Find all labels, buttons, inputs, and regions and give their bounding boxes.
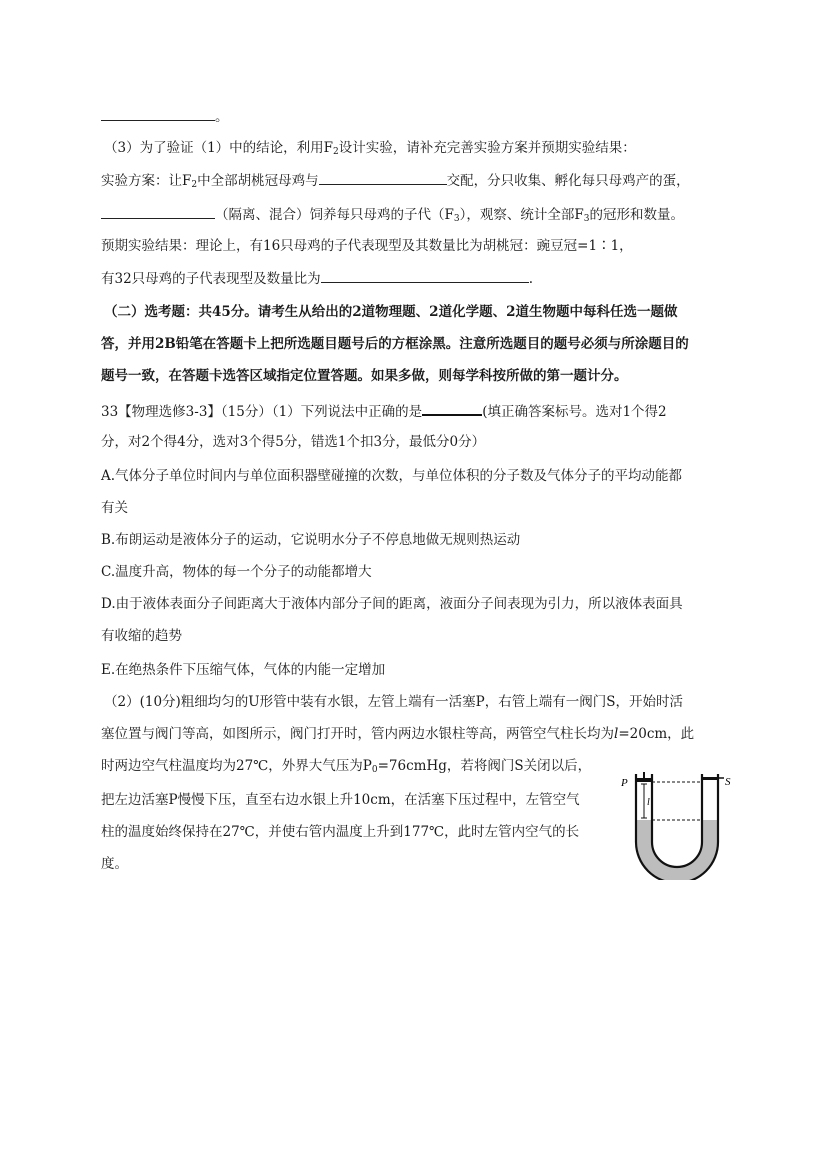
valve-s [703, 777, 717, 780]
section-heading-line-1: （二）选考题：共45分。请考生从给出的2道物理题、2道化学题、2道生物题中每科任选一题做 [104, 304, 678, 320]
option-d-line-2: 有收缩的趋势 [101, 628, 182, 644]
piston-p [637, 778, 651, 782]
section-heading-line-2: 答，并用2B铅笔在答题卡上把所选题目题号后的方框涂黑。注意所选题目的题号必须与所涂题目的 [101, 336, 689, 352]
answer-blank [422, 400, 482, 416]
question-33-2-line-4: 把左边活塞P慢慢下压，直至右边水银上升10cm，在活塞下压过程中，左管空气 [101, 792, 580, 808]
label-s: S [725, 776, 731, 788]
label-p: P [621, 777, 628, 789]
question-33-title: 33【物理选修3-3】（15分）（1）下列说法中正确的是 (填正确答案标号。选对1个得2 [101, 400, 741, 422]
answer-blank [319, 170, 447, 185]
option-b: B.布朗运动是液体分子的运动，它说明水分子不停息地做无规则热运动 [101, 532, 521, 548]
question-33-2-line-2: 塞位置与阀门等高，如图所示，阀门打开时，管内两边水银柱等高，两管空气柱长均为l=20cm，此 [101, 726, 695, 742]
question-3-title: （3）为了验证（1）中的结论，利用$F_2$设计实验，请补充完善实验方案并预期实验结果： [104, 140, 636, 157]
answer-line-1: 。 [101, 106, 741, 127]
option-c: C.温度升高，物体的每一个分子的动能都增大 [101, 564, 372, 580]
question-33-2-line-5: 柱的温度始终保持在27℃，并使右管内温度上升到177℃，此时左管内空气的长 [101, 824, 580, 840]
option-e: E.在绝热条件下压缩气体，气体的内能一定增加 [101, 662, 386, 678]
question-33-2-line-1: （2）(10分)粗细均匀的U形管中装有水银，左管上端有一活塞P，右管上端有一阀门S，开始时活 [104, 694, 684, 710]
question-33-2-line-6: 度。 [101, 856, 128, 872]
expected-result-line-2: 有32只母鸡的子代表现型及数量比为 . [101, 268, 741, 289]
u-tube-diagram [618, 772, 736, 880]
answer-blank [101, 106, 215, 121]
experiment-plan-line-1: 实验方案：让$F_2$中全部胡桃冠母鸡与 交配，分只收集、孵化每只母鸡产的蛋， [101, 170, 741, 195]
expected-result-line-1: 预期实验结果：理论上，有16只母鸡的子代表现型及其数量比为胡桃冠：豌豆冠=1∶1， [101, 238, 633, 254]
section-heading-line-3: 题号一致，在答题卡选答区域指定位置答题。如果多做，则每学科按所做的第一题计分。 [101, 368, 628, 384]
option-d-line-1: D.由于液体表面分子间距离大于液体内部分子间的距离，液面分子间表现为引力，所以液体表面具 [101, 596, 683, 612]
question-33-scoring: 分，对2个得4分，选对3个得5分，错选1个扣3分，最低分0分） [101, 434, 486, 450]
option-a-line-2: 有关 [101, 500, 128, 516]
answer-blank [101, 204, 215, 219]
question-33-2-line-3: 时两边空气柱温度均为27℃，外界大气压为$P_0=76cmHg$，若将阀门S关闭以后， [101, 758, 592, 775]
experiment-plan-line-2: （隔离、混合）饲养每只母鸡的子代$(F_3)$，观察、统计全部$F_3$的冠形和数量。 [101, 204, 741, 229]
option-a-line-1: A.气体分子单位时间内与单位面积器壁碰撞的次数，与单位体积的分子数及气体分子的平均动能都 [101, 468, 683, 484]
label-l: l [647, 797, 650, 808]
answer-blank [321, 268, 529, 283]
